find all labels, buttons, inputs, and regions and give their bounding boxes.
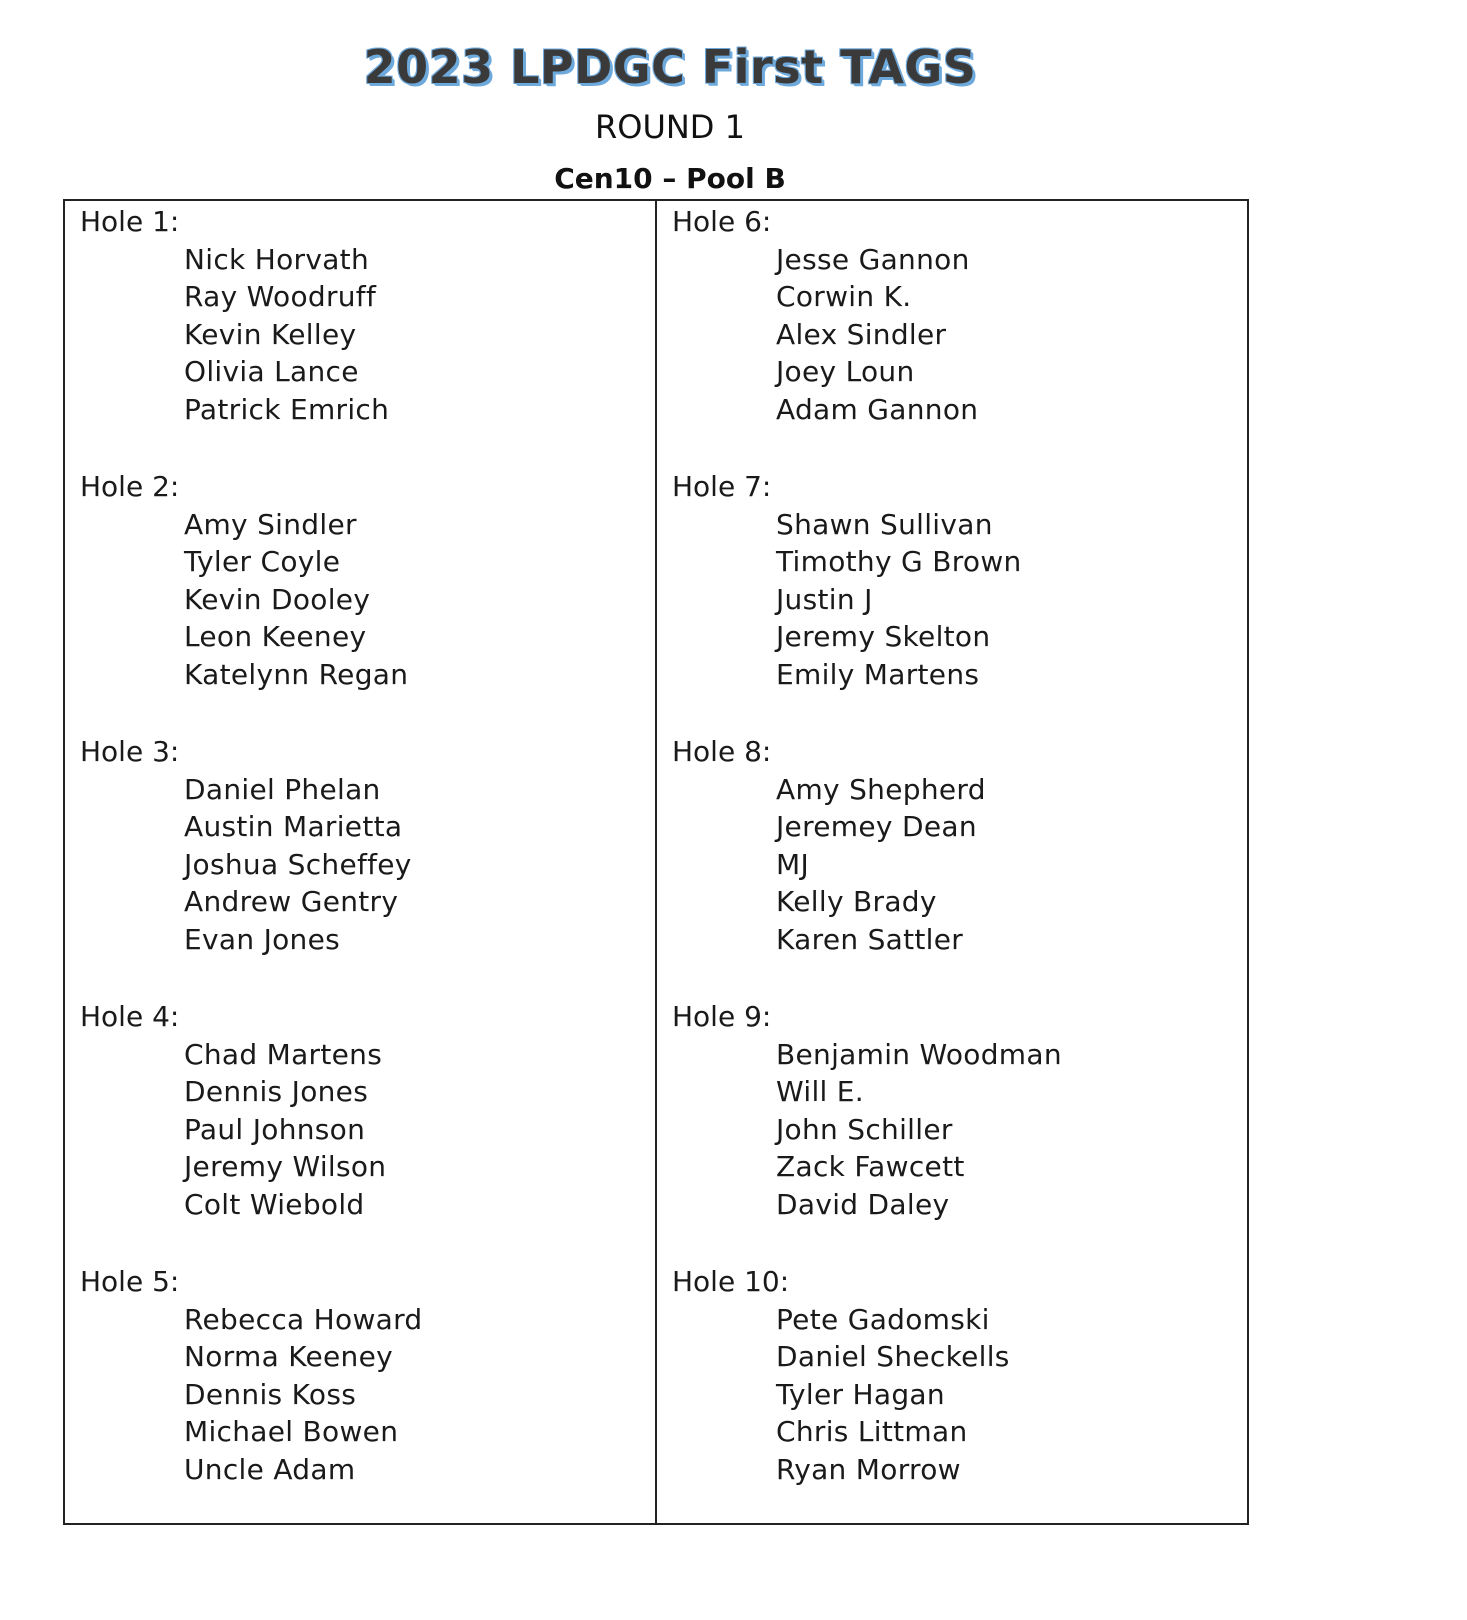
assignments-table (63, 199, 1249, 1525)
hole-label: Hole 4: (80, 1000, 180, 1033)
player-name: Jeremey Dean (776, 810, 977, 843)
player-name: Uncle Adam (184, 1452, 356, 1486)
player-name: David Daley (776, 1187, 950, 1221)
player-name: Paul Johnson (184, 1112, 366, 1146)
hole-group (80, 203, 655, 468)
player-name: Timothy G Brown (776, 545, 1022, 578)
hole-label: Hole 9: (672, 1000, 772, 1033)
player-name: Ray Woodruff (184, 280, 377, 313)
player-name: Adam Gannon (776, 392, 979, 426)
player-name: Nick Horvath (184, 242, 369, 276)
player-name: Norma Keeney (184, 1340, 393, 1373)
right-column (657, 201, 1247, 1523)
player-name: Benjamin Woodman (776, 1037, 1062, 1071)
player-name: Zack Fawcett (776, 1150, 965, 1183)
player-name: Michael Bowen (184, 1415, 399, 1448)
hole-group (672, 468, 1247, 733)
player-name: Austin Marietta (184, 810, 403, 843)
player-name: Patrick Emrich (184, 392, 390, 426)
player-name: Karen Sattler (776, 922, 964, 956)
player-name: Pete Gadomski (776, 1302, 990, 1336)
player-name: Tyler Hagan (776, 1377, 945, 1411)
player-name: Kevin Kelley (184, 317, 357, 351)
hole-label: Hole 1: (80, 205, 180, 238)
player-name: Evan Jones (184, 922, 341, 956)
pool-heading: Cen10 – Pool B (554, 162, 786, 195)
player-name: John Schiller (776, 1112, 953, 1146)
player-name: Dennis Jones (184, 1075, 369, 1108)
hole-group (80, 1263, 655, 1528)
player-name: Tyler Coyle (184, 545, 341, 578)
left-column (65, 201, 657, 1523)
player-name: Dennis Koss (184, 1377, 357, 1411)
player-name: Ryan Morrow (776, 1452, 961, 1486)
player-name: MJ (776, 847, 810, 881)
hole-label: Hole 8: (672, 735, 772, 768)
player-name: Amy Shepherd (776, 772, 986, 806)
hole-label: Hole 3: (80, 735, 180, 768)
player-name: Shawn Sullivan (776, 507, 993, 541)
hole-group (672, 998, 1247, 1263)
hole-group (80, 468, 655, 733)
player-name: Daniel Phelan (184, 772, 381, 806)
player-name: Alex Sindler (776, 317, 947, 351)
hole-group (672, 203, 1247, 468)
player-name: Rebecca Howard (184, 1302, 423, 1336)
player-name: Jesse Gannon (776, 242, 970, 276)
hole-label: Hole 7: (672, 470, 772, 503)
player-name: Emily Martens (776, 657, 980, 691)
hole-label: Hole 5: (80, 1265, 180, 1298)
player-name: Kevin Dooley (184, 582, 371, 616)
player-name: Corwin K. (776, 280, 912, 313)
player-name: Chris Littman (776, 1415, 968, 1448)
player-name: Chad Martens (184, 1037, 383, 1071)
hole-label: Hole 6: (672, 205, 772, 238)
player-name: Will E. (776, 1075, 865, 1108)
player-name: Leon Keeney (184, 620, 367, 653)
player-name: Jeremy Wilson (184, 1150, 387, 1183)
hole-group (80, 998, 655, 1263)
round-heading: ROUND 1 (595, 108, 745, 146)
hole-label: Hole 10: (672, 1265, 790, 1298)
player-name: Andrew Gentry (184, 885, 399, 918)
player-name: Katelynn Regan (184, 657, 409, 691)
player-name: Colt Wiebold (184, 1187, 365, 1221)
player-name: Olivia Lance (184, 355, 359, 388)
hole-group (672, 733, 1247, 998)
hole-group (672, 1263, 1247, 1528)
player-name: Joshua Scheffey (184, 847, 412, 881)
player-name: Joey Loun (776, 355, 915, 388)
hole-group (80, 733, 655, 998)
player-name: Jeremy Skelton (776, 620, 991, 653)
player-name: Kelly Brady (776, 885, 937, 918)
hole-label: Hole 2: (80, 470, 180, 503)
document-title: 2023 LPDGC First TAGS (363, 40, 977, 94)
player-name: Justin J (776, 582, 873, 616)
player-name: Daniel Sheckells (776, 1340, 1010, 1373)
player-name: Amy Sindler (184, 507, 357, 541)
